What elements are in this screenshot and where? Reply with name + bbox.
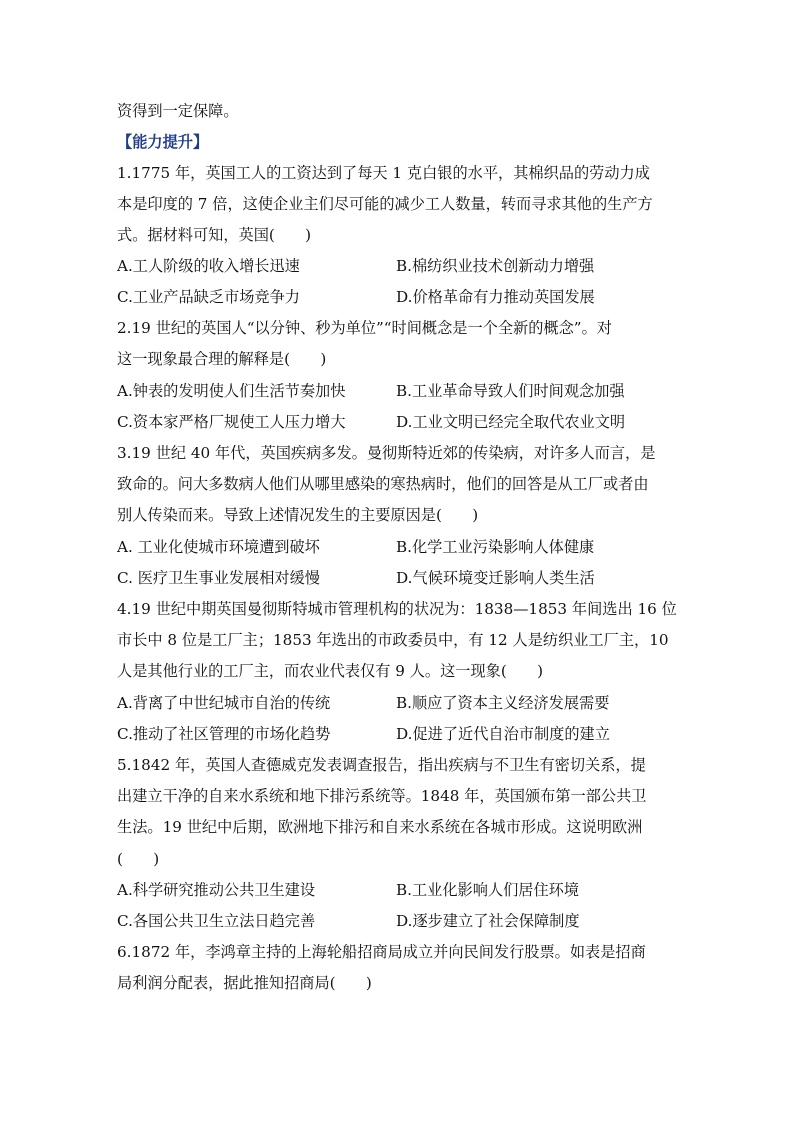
section-heading: 【能力提升】 — [117, 133, 209, 151]
question-text-line: 出建立干净的自来水系统和地下排污系统等。1848 年，英国颁布第一部公共卫 — [117, 787, 647, 805]
question-text-line: 5.1842 年，英国人查德威克发表调查报告，指出疾病与不卫生有密切关系，提 — [117, 756, 646, 774]
question-text-line: 2.19 世纪的英国人“以分钟、秒为单位”“时间概念是一个全新的概念”。对 — [117, 319, 612, 337]
option-a: A.钟表的发明使人们生活节奏加快 — [117, 382, 346, 400]
option-c: C.资本家严格厂规使工人压力增大 — [117, 413, 346, 431]
option-d: D.逐步建立了社会保障制度 — [396, 912, 580, 930]
option-d: D.促进了近代自治市制度的建立 — [396, 725, 610, 743]
option-c: C. 医疗卫生事业发展相对缓慢 — [117, 569, 320, 587]
option-b: B.棉纺织业技术创新动力增强 — [396, 257, 595, 275]
option-c: C.工业产品缺乏市场竞争力 — [117, 288, 300, 306]
option-d: D.气候环境变迁影响人类生活 — [396, 569, 595, 587]
option-a: A. 工业化使城市环境遭到破坏 — [117, 538, 320, 556]
question-text-line: 致命的。问大多数病人他们从哪里感染的寒热病时，他们的回答是从工厂或者由 — [117, 475, 649, 493]
question-text-line: 4.19 世纪中期英国曼彻斯特城市管理机构的状况为：1838—1853 年间选出 16 位 — [117, 600, 677, 618]
option-d: D.工业文明已经完全取代农业文明 — [396, 413, 626, 431]
option-b: B.化学工业污染影响人体健康 — [396, 538, 595, 556]
continuation-text: 资得到一定保障。 — [117, 102, 239, 120]
question-text-line: 1.1775 年，英国工人的工资达到了每天 1 克白银的水平，其棉织品的劳动力成 — [117, 164, 650, 182]
option-b: B.顺应了资本主义经济发展需要 — [396, 694, 610, 712]
question-text-line: ( ) — [117, 850, 160, 868]
question-text-line: 别人传染而来。导致上述情况发生的主要原因是( ) — [117, 506, 479, 524]
option-a: A.背离了中世纪城市自治的传统 — [117, 694, 331, 712]
question-text-line: 局利润分配表，据此推知招商局( ) — [117, 974, 372, 992]
question-text-line: 式。据材料可知，英国( ) — [117, 226, 312, 244]
question-text-line: 生法。19 世纪中后期，欧洲地下排污和自来水系统在各城市形成。这说明欧洲 — [117, 818, 643, 836]
question-text-line: 市长中 8 位是工厂主；1853 年选出的市政委员中，有 12 人是纺织业工厂主，10 — [117, 631, 669, 649]
option-d: D.价格革命有力推动英国发展 — [396, 288, 595, 306]
question-text-line: 3.19 世纪 40 年代，英国疾病多发。曼彻斯特近郊的传染病，对许多人而言，是 — [117, 444, 656, 462]
question-text-line: 6.1872 年，李鸿章主持的上海轮船招商局成立并向民间发行股票。如表是招商 — [117, 943, 646, 961]
question-text-line: 人是其他行业的工厂主，而农业代表仅有 9 人。这一现象( ) — [117, 662, 544, 680]
option-c: C.各国公共卫生立法日趋完善 — [117, 912, 316, 930]
option-c: C.推动了社区管理的市场化趋势 — [117, 725, 331, 743]
question-text-line: 这一现象最合理的解释是( ) — [117, 350, 327, 368]
option-b: B.工业化影响人们居住环境 — [396, 881, 580, 899]
question-text-line: 本是印度的 7 倍，这使企业主们尽可能的减少工人数量，转而寻求其他的生产方 — [117, 195, 653, 213]
option-a: A.工人阶级的收入增长迅速 — [117, 257, 300, 275]
option-b: B.工业革命导致人们时间观念加强 — [396, 382, 625, 400]
option-a: A.科学研究推动公共卫生建设 — [117, 881, 316, 899]
